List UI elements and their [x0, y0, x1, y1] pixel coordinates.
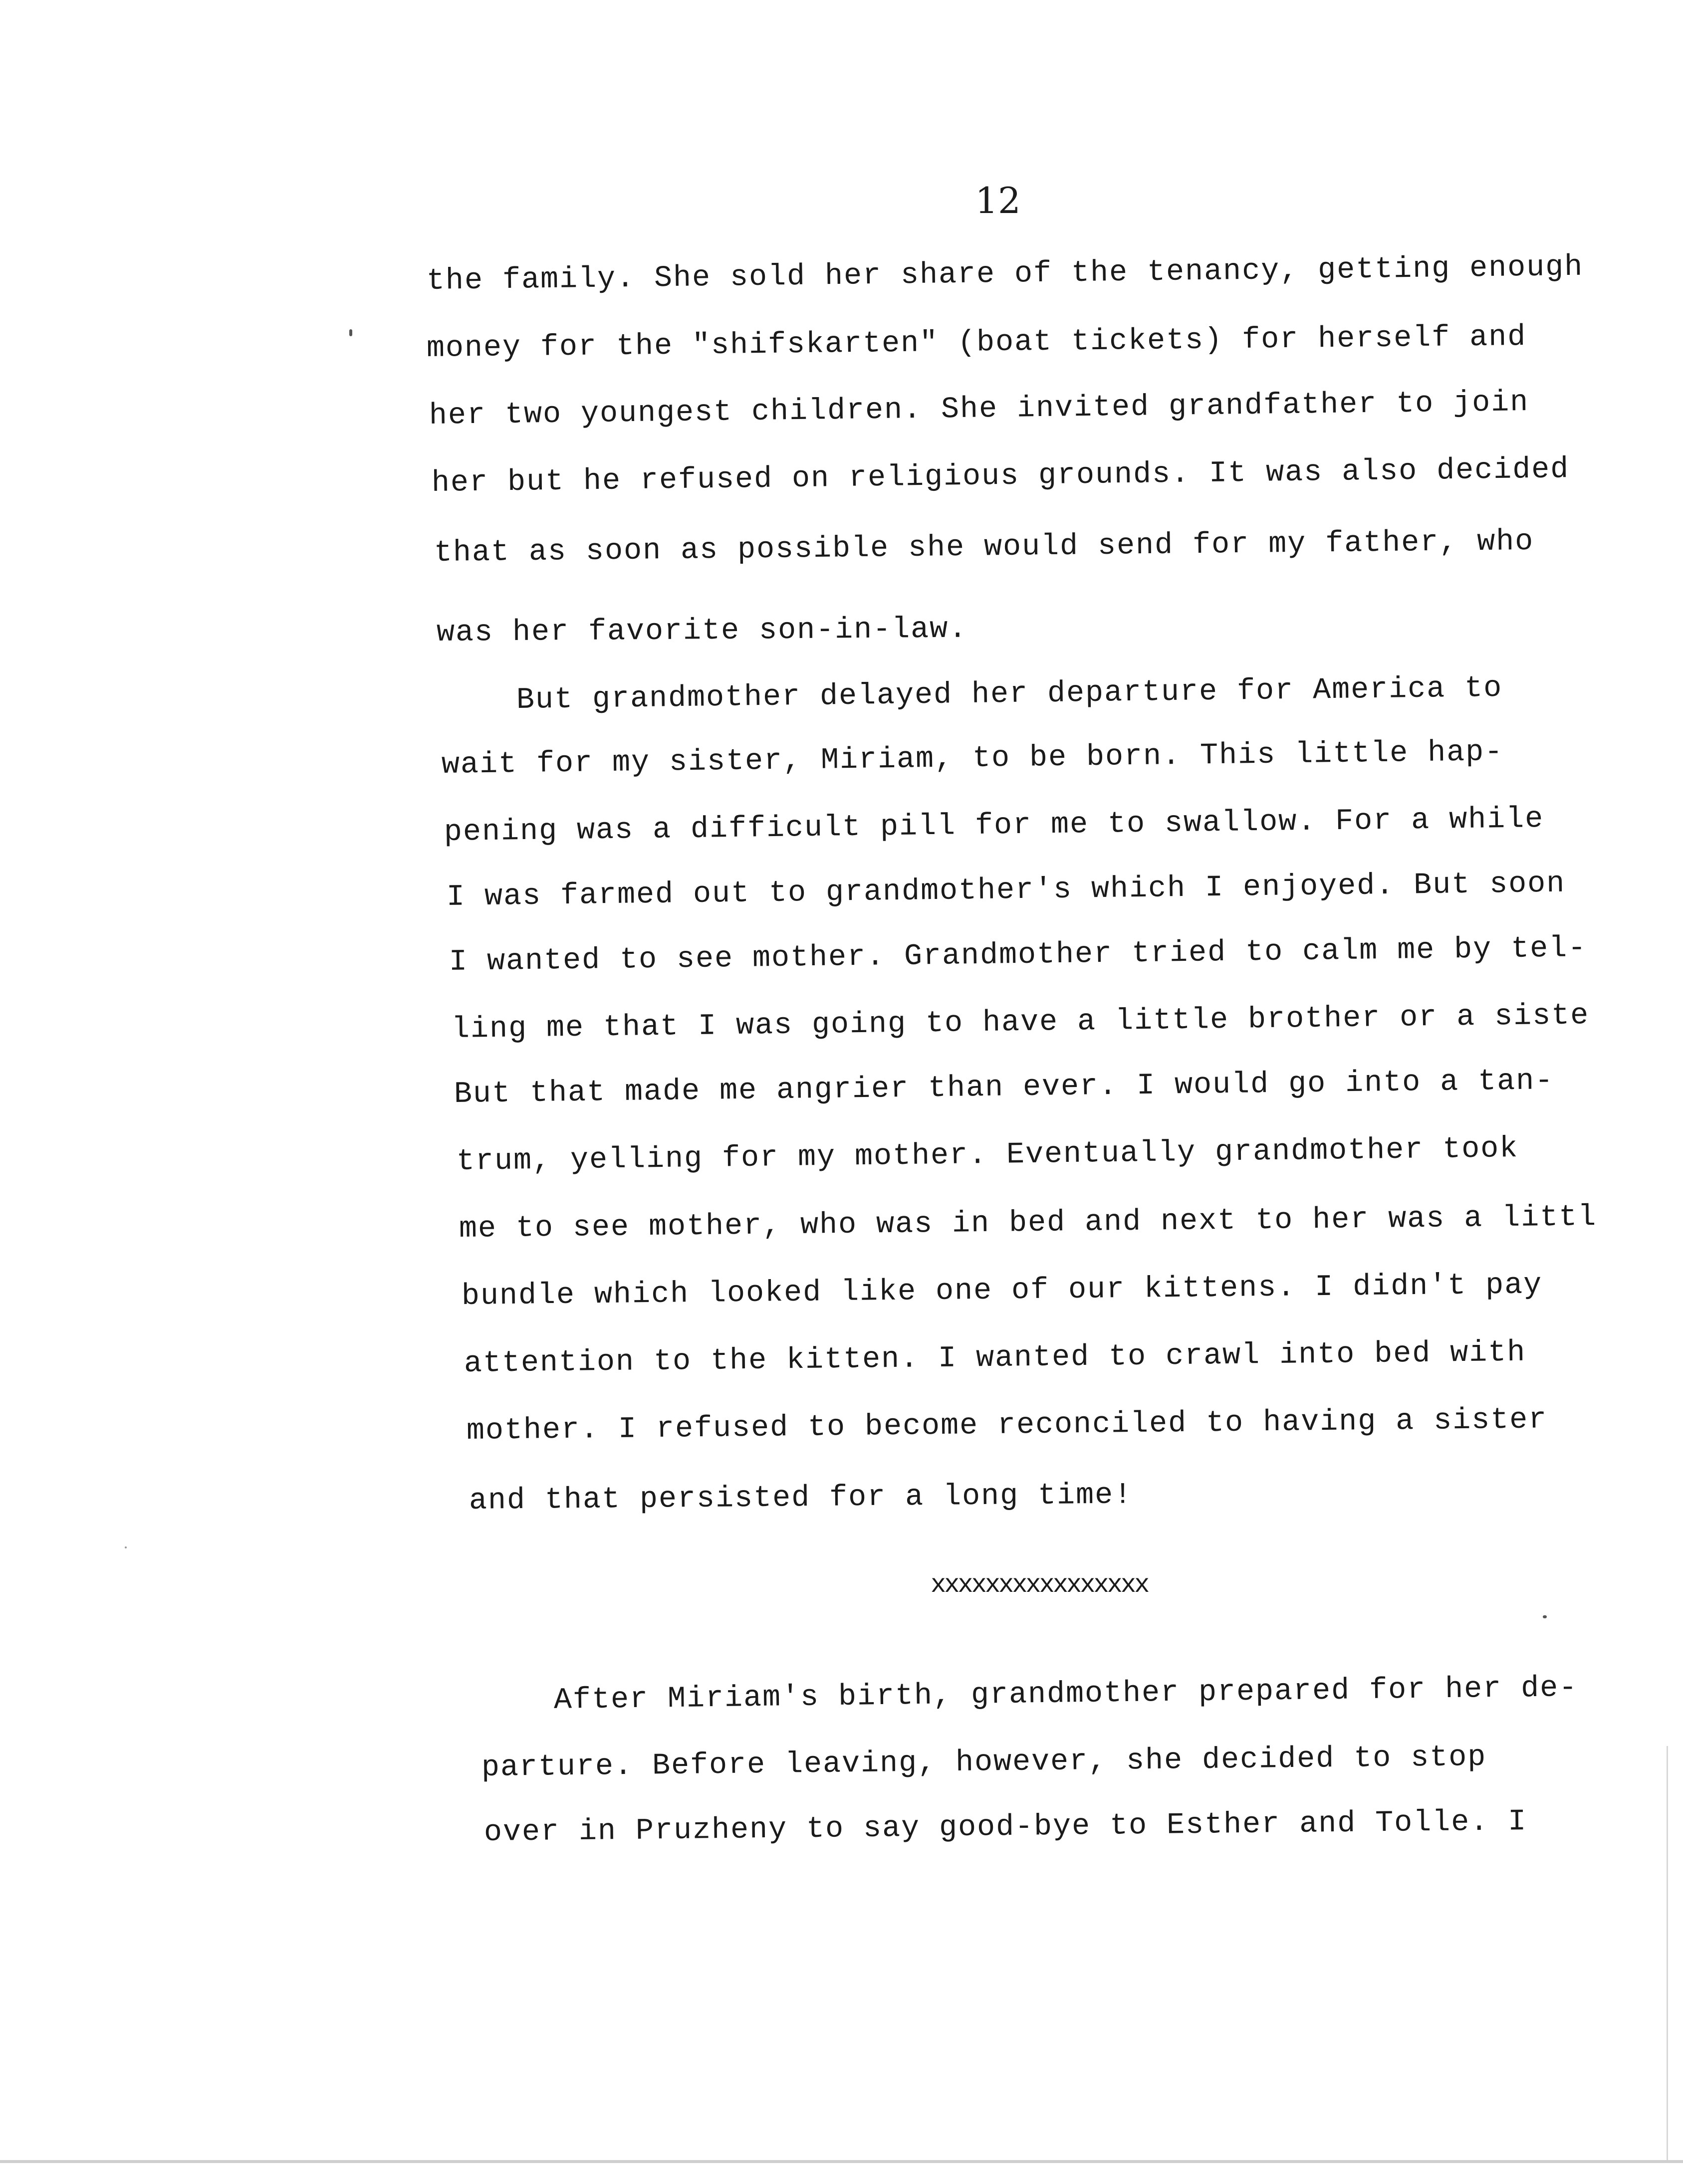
scan-edge-right: [1667, 1746, 1668, 2160]
text-line: wait for my sister, Miriam, to be born. This little hap-: [441, 735, 1504, 782]
text-line: and that persisted for a long time!: [469, 1478, 1133, 1518]
text-line: the family. She sold her share of the tenancy, getting enough: [426, 250, 1584, 298]
text-line: pening was a difficult pill for me to swallow. For a while: [444, 802, 1544, 850]
text-line: mother. I refused to become reconciled to having a sister: [466, 1403, 1548, 1448]
text-line: I was farmed out to grandmother's which I enjoyed. But soon: [446, 867, 1566, 914]
text-line: ling me that I was going to have a little brother or a siste: [451, 999, 1590, 1047]
text-line: money for the "shifskarten" (boat tickets) for herself and: [426, 320, 1527, 366]
text-line: me to see mother, who was in bed and next to her was a littl: [459, 1200, 1597, 1246]
text-line: parture. Before leaving, however, she decided to stop: [481, 1740, 1487, 1785]
page-number: 12: [975, 180, 1021, 221]
text-line: that as soon as possible she would send for my father, who: [434, 524, 1534, 570]
section-separator: xxxxxxxxxxxxxxxx: [931, 1570, 1148, 1600]
text-line: her two youngest children. She invited grandfather to join: [429, 386, 1529, 433]
text-line: trum, yelling for my mother. Eventually grandmother took: [456, 1132, 1519, 1179]
text-line: over in Pruzheny to say good-bye to Esther and Tolle. I: [483, 1805, 1527, 1850]
scan-speck: [1543, 1615, 1547, 1618]
text-line: was her favorite son-in-law.: [436, 612, 968, 650]
text-line: her but he refused on religious grounds. It was also decided: [431, 452, 1570, 500]
scan-speck: [125, 1546, 127, 1548]
scan-speck: [349, 329, 352, 336]
text-line: After Miriam's birth, grandmother prepared for her de-: [553, 1671, 1578, 1718]
text-line: bundle which looked like one of our kittens. I didn't pay: [461, 1268, 1543, 1313]
text-line: But that made me angrier than ever. I would go into a tan-: [454, 1064, 1554, 1111]
text-line: But grandmother delayed her departure for America to: [516, 671, 1503, 717]
text-line: attention to the kitten. I wanted to crawl into bed with: [464, 1335, 1526, 1381]
scan-edge-bottom: [0, 2160, 1683, 2163]
text-line: I wanted to see mother. Grandmother tried to calm me by tel-: [449, 931, 1587, 979]
